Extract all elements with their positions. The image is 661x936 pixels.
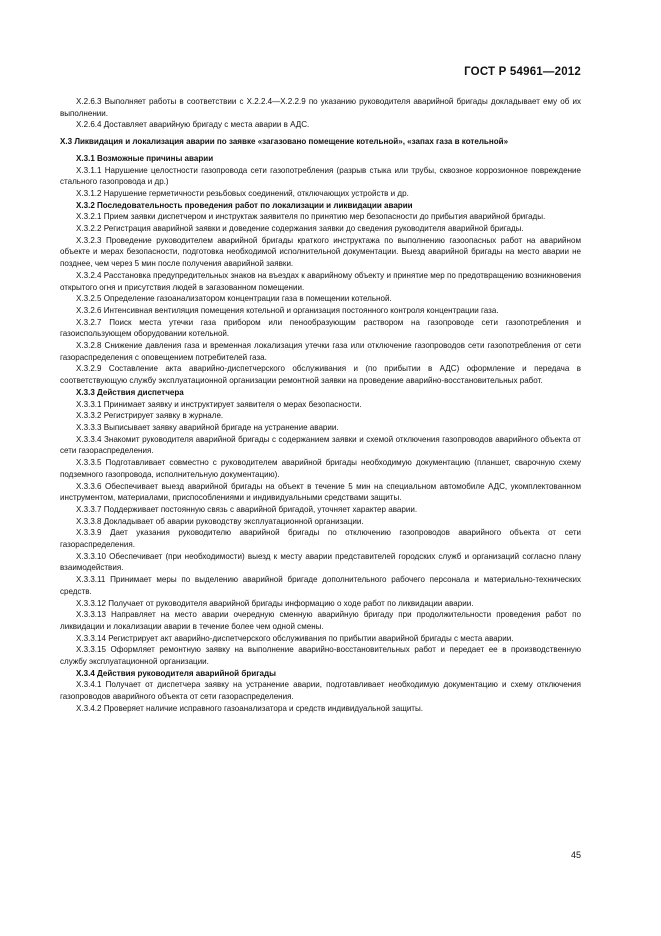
- paragraph: X.3.3.3 Выписывает заявку аварийной бригаде на устранение аварии.: [76, 422, 339, 432]
- paragraph: X.3.3.10 Обеспечивает (при необходимости) выезд к месту аварии представителей городских служб и организаций согласно плану взаимодействия.: [60, 551, 581, 573]
- paragraph: X.3.2.9 Составление акта аварийно-диспетчерского обслуживания и (по прибытии в АДС) оформление и передача в соответствующую службу эксплуатационной организации ремонтной заявки на проведение аварийно-восстановительных работ.: [60, 364, 581, 386]
- paragraph: X.3.1.2 Нарушение герметичности резьбовых соединений, отключающих устройств и др.: [76, 188, 409, 198]
- paragraph: X.3.3.2 Регистрирует заявку в журнале.: [76, 411, 224, 421]
- paragraph: X.3.2.4 Расстановка предупредительных знаков на въездах к аварийному объекту и принятие мер по предотвращению возникновения открытого огня и присутствия людей в загазованном помещении.: [60, 270, 581, 292]
- paragraph: X.3.2.5 Определение газоанализатором концентрации газа в помещении котельной.: [76, 294, 392, 304]
- paragraph: X.3.2.1 Прием заявки диспетчером и инструктаж заявителя по принятию мер безопасности до прибытия аварийной бригады.: [76, 212, 546, 222]
- paragraph: X.3.2.3 Проведение руководителем аварийной бригады краткого инструктажа по выполнению газоопасных работ на аварийном объекте и мерах безопасности, подготовка необходимой исполнительной документации. Выезд аварийной бригады на место аварии не позднее, чем через 5 мин после получения аварийной заявки.: [60, 235, 581, 269]
- paragraph: X.3.3.14 Регистрирует акт аварийно-диспетчерского обслуживания по прибытии аварийной бригады с места аварии.: [76, 633, 514, 643]
- paragraph: X.3.3.12 Получает от руководителя аварийной бригады информацию о ходе работ по ликвидации аварии.: [76, 598, 474, 608]
- subsection-heading: X.3.4 Действия руководителя аварийной бригады: [76, 668, 277, 678]
- paragraph: X.3.2.6 Интенсивная вентиляция помещения котельной и организация постоянного контроля концентрации газа.: [76, 305, 499, 315]
- paragraph: X.3.3.11 Принимает меры по выделению аварийной бригаде дополнительного рабочего персонала и материально-технических средств.: [60, 575, 581, 596]
- paragraph: X.3.3.6 Обеспечивает выезд аварийной бригады на объект в течение 5 мин на специальном автомобиле АДС, укомплектованном инструментом, материалами, приспособлениями и индивидуальными средствами защиты.: [60, 481, 581, 503]
- paragraph: X.3.3.1 Принимает заявку и инструктирует заявителя о мерах безопасности.: [76, 399, 362, 409]
- standard-designation: ГОСТ Р 54961—2012: [464, 66, 581, 78]
- document-body: [60, 96, 581, 715]
- paragraph: X.3.3.15 Оформляет ремонтную заявку на выполнение аварийно-восстановительных работ и передает ее в производственную службу эксплуатационной организации.: [60, 645, 581, 667]
- paragraph: X.3.3.9 Дает указания руководителю аварийной бригады по отключению газопроводов аварийного объекта от сети газораспределения.: [60, 528, 581, 550]
- paragraph: X.3.1.1 Нарушение целостности газопровода сети газопотребления (разрыв стыка или трубы, сквозное коррозионное повреждение стального газопровода и др.): [60, 165, 581, 187]
- paragraph: X.3.3.5 Подготавливает совместно с руководителем аварийной бригады необходимую документацию (планшет, сварочную схему подземного газопровода, исполнительную документацию).: [60, 458, 581, 479]
- paragraph: X.2.6.4 Доставляет аварийную бригаду с места аварии в АДС.: [76, 120, 310, 130]
- subsection-heading: X.3.3 Действия диспетчера: [76, 387, 184, 397]
- paragraph: X.3.4.2 Проверяет наличие исправного газоанализатора и средств индивидуальной защиты.: [76, 703, 424, 713]
- paragraph: X.3.3.7 Поддерживает постоянную связь с аварийной бригадой, уточняет характер аварии.: [76, 504, 418, 514]
- paragraph: X.3.3.4 Знакомит руководителя аварийной бригады с содержанием заявки и схемой отключения газопроводов аварийного объекта от сети газораспределения.: [60, 434, 581, 456]
- paragraph: X.3.4.1 Получает от диспетчера заявку на устранение аварии, подготавливает необходимую документацию и схему отключения газопроводов аварийного объекта от сети газораспределения.: [60, 680, 581, 702]
- subsection-heading: X.3.2 Последовательность проведения работ по локализации и ликвидации аварии: [76, 200, 413, 210]
- subsection-heading: X.3.1 Возможные причины аварии: [76, 153, 214, 163]
- paragraph: X.3.2.2 Регистрация аварийной заявки и доведение содержания заявки до сведения руководителя аварийной бригады.: [76, 224, 524, 234]
- section-heading: X.3 Ликвидация и локализация аварии по заявке «загазовано помещение котельной», «запах газа в котельной»: [60, 137, 509, 147]
- paragraph: X.3.3.13 Направляет на место аварии очередную сменную аварийную бригаду при продолжительности проведения работ по ликвидации и локализации аварии в течение более чем одной смены.: [60, 610, 581, 631]
- paragraph: X.3.2.8 Снижение давления газа и временная локализация утечки газа или отключение газопроводов сети газопотребления от сети газораспределения с оповещением потребителей газа.: [60, 341, 581, 362]
- paragraph: X.3.3.8 Докладывает об аварии руководству эксплуатационной организации.: [76, 516, 364, 526]
- page-number: 45: [570, 850, 581, 860]
- paragraph: X.2.6.3 Выполняет работы в соответствии с Х.2.2.4—Х.2.2.9 по указанию руководителя аварийной бригады докладывает ему об их выполнении.: [60, 97, 581, 118]
- paragraph: X.3.2.7 Поиск места утечки газа прибором или пенообразующим раствором на газопроводе сети газопотребления и газоиспользующем оборудовании котельной.: [60, 317, 581, 339]
